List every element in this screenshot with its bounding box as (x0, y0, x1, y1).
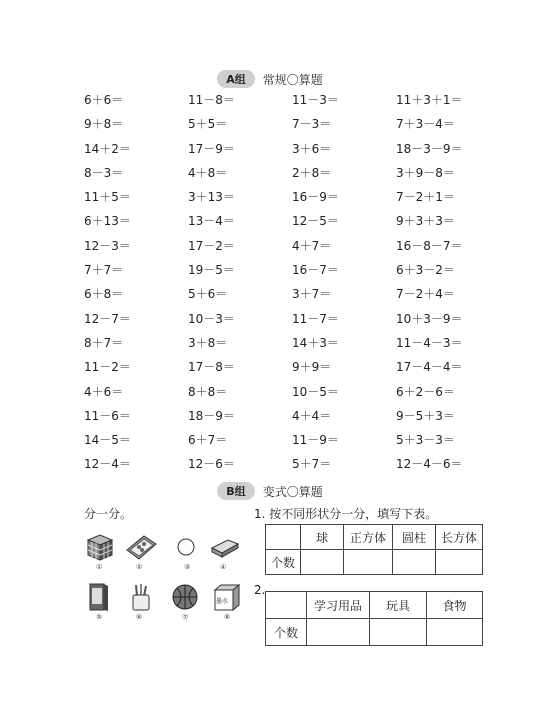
arithmetic-problem: 4＋6＝ (84, 384, 124, 399)
arithmetic-problem: 5＋3－3＝ (396, 433, 455, 448)
section-a-title: 常规〇算题 (262, 72, 323, 87)
question-2-table (265, 591, 483, 646)
arithmetic-problem: 12－7＝ (84, 311, 131, 326)
item-number: ② (136, 563, 143, 571)
ink-box-picture (212, 582, 246, 622)
arithmetic-problem: 12－5＝ (292, 214, 339, 229)
basketball-picture (170, 582, 204, 622)
arithmetic-problem: 14＋2＝ (84, 141, 131, 156)
object-pictures (84, 532, 252, 628)
arithmetic-problem: 9＋8＝ (84, 117, 124, 132)
answer-cell[interactable] (301, 550, 344, 575)
row-label: 个数 (266, 619, 307, 646)
arithmetic-problem: 12－4－6＝ (396, 457, 463, 472)
item-number: ⑧ (224, 613, 231, 621)
table-header-cell (266, 592, 307, 619)
arithmetic-problem: 9＋9＝ (292, 360, 332, 375)
arithmetic-problem: 14＋3＝ (292, 335, 339, 350)
arithmetic-problem: 5＋6＝ (188, 287, 228, 302)
row-label: 个数 (266, 550, 301, 575)
item-number: ④ (220, 563, 227, 571)
arithmetic-problem: 16－9＝ (292, 190, 339, 205)
item-number: ③ (184, 563, 191, 571)
arithmetic-problem: 13－4＝ (188, 214, 235, 229)
milk-carton-picture (84, 582, 118, 622)
arithmetic-problem: 12－6＝ (188, 457, 235, 472)
arithmetic-problem: 9－5＋3＝ (396, 408, 455, 423)
arithmetic-problem: 6＋13＝ (84, 214, 131, 229)
arithmetic-problem: 3＋9－8＝ (396, 165, 455, 180)
question-1-table (265, 524, 483, 575)
arithmetic-problem: 19－5＝ (188, 263, 235, 278)
arithmetic-problem: 17－4－4＝ (396, 360, 463, 375)
arithmetic-problem: 17－2＝ (188, 238, 235, 253)
ink-box-text: 墨水 (216, 598, 229, 605)
arithmetic-problem: 7－2＋1＝ (396, 190, 455, 205)
arithmetic-problem: 11＋5＝ (84, 190, 131, 205)
arithmetic-problem: 6＋7＝ (188, 433, 228, 448)
arithmetic-problem: 3＋7＝ (292, 287, 332, 302)
arithmetic-problem: 11－7＝ (292, 311, 339, 326)
arithmetic-problem: 7＋7＝ (84, 263, 124, 278)
arithmetic-problem: 11－6＝ (84, 408, 131, 423)
arithmetic-problem: 6＋2－6＝ (396, 384, 455, 399)
table-header-cell: 食物 (427, 592, 483, 619)
arithmetic-problem: 11－8＝ (188, 93, 235, 107)
arithmetic-problem: 11－2＝ (84, 360, 131, 375)
arithmetic-problem: 5＋5＝ (188, 117, 228, 132)
table-header-cell (266, 525, 301, 550)
answer-cell[interactable] (307, 619, 370, 646)
arithmetic-problem: 11－3＝ (292, 93, 339, 107)
answer-cell[interactable] (436, 550, 483, 575)
arithmetic-problem: 3＋6＝ (292, 141, 332, 156)
section-b-title: 变式〇算题 (262, 484, 323, 499)
eraser-picture (208, 532, 242, 572)
arithmetic-problem: 10－5＝ (292, 384, 339, 399)
arithmetic-problem: 7－2＋4＝ (396, 287, 455, 302)
gift-box-picture (124, 532, 158, 572)
table-header-cell: 学习用品 (307, 592, 370, 619)
arithmetic-problem: 10＋3－9＝ (396, 311, 463, 326)
arithmetic-problem: 10－3＝ (188, 311, 235, 326)
rubiks-cube-picture (84, 532, 118, 572)
item-number: ⑤ (96, 613, 103, 621)
section-b-badge: B组 (217, 482, 254, 500)
arithmetic-problem: 5＋7＝ (292, 457, 332, 472)
arithmetic-problem: 11＋3＋1＝ (396, 93, 463, 107)
arithmetic-problem: 9＋3＋3＝ (396, 214, 455, 229)
arithmetic-problem: 12－4＝ (84, 457, 131, 472)
arithmetic-problem: 8－3＝ (84, 165, 124, 180)
section-a-header (0, 70, 540, 88)
arithmetic-problem: 4＋7＝ (292, 238, 332, 253)
section-a-badge: A组 (217, 70, 255, 88)
table-header-cell: 正方体 (344, 525, 393, 550)
arithmetic-problem: 16－8－7＝ (396, 238, 463, 253)
pencil-cup-picture (124, 582, 158, 622)
arithmetic-problem: 11－9＝ (292, 433, 339, 448)
arithmetic-problem: 11－4－3＝ (396, 335, 463, 350)
arithmetic-problem: 3＋13＝ (188, 190, 235, 205)
item-number: ⑥ (136, 613, 143, 621)
arithmetic-problem: 7＋3－4＝ (396, 117, 455, 132)
arithmetic-problem: 14－5＝ (84, 433, 131, 448)
section-b-header (0, 482, 540, 500)
item-number: ⑦ (182, 613, 189, 621)
answer-cell[interactable] (344, 550, 393, 575)
arithmetic-problem: 17－8＝ (188, 360, 235, 375)
arithmetic-problem: 17－9＝ (188, 141, 235, 156)
problem-grid (84, 88, 484, 477)
classify-label: 分一分。 (84, 507, 133, 521)
table-header-cell: 球 (301, 525, 344, 550)
arithmetic-problem: 18－9＝ (188, 408, 235, 423)
item-number: ① (96, 563, 103, 571)
arithmetic-problem: 8＋8＝ (188, 384, 228, 399)
arithmetic-problem: 4＋8＝ (188, 165, 228, 180)
arithmetic-problem: 4＋4＝ (292, 408, 332, 423)
ball-picture (172, 532, 206, 572)
answer-cell[interactable] (370, 619, 427, 646)
table-header-cell: 玩具 (370, 592, 427, 619)
arithmetic-problem: 7－3＝ (292, 117, 332, 132)
table-header-cell: 圆柱 (393, 525, 436, 550)
arithmetic-problem: 3＋8＝ (188, 335, 228, 350)
answer-cell[interactable] (427, 619, 483, 646)
answer-cell[interactable] (393, 550, 436, 575)
question-2-number: 2. (254, 583, 266, 597)
table-header-cell: 长方体 (436, 525, 483, 550)
arithmetic-problem: 6＋8＝ (84, 287, 124, 302)
question-1-text: 1. 按不同形状分一分，填写下表。 (254, 507, 438, 521)
arithmetic-problem: 2＋8＝ (292, 165, 332, 180)
arithmetic-problem: 18－3－9＝ (396, 141, 463, 156)
arithmetic-problem: 12－3＝ (84, 238, 131, 253)
arithmetic-problem: 8＋7＝ (84, 335, 124, 350)
arithmetic-problem: 16－7＝ (292, 263, 339, 278)
arithmetic-problem: 6＋6＝ (84, 93, 124, 107)
arithmetic-problem: 6＋3－2＝ (396, 263, 455, 278)
